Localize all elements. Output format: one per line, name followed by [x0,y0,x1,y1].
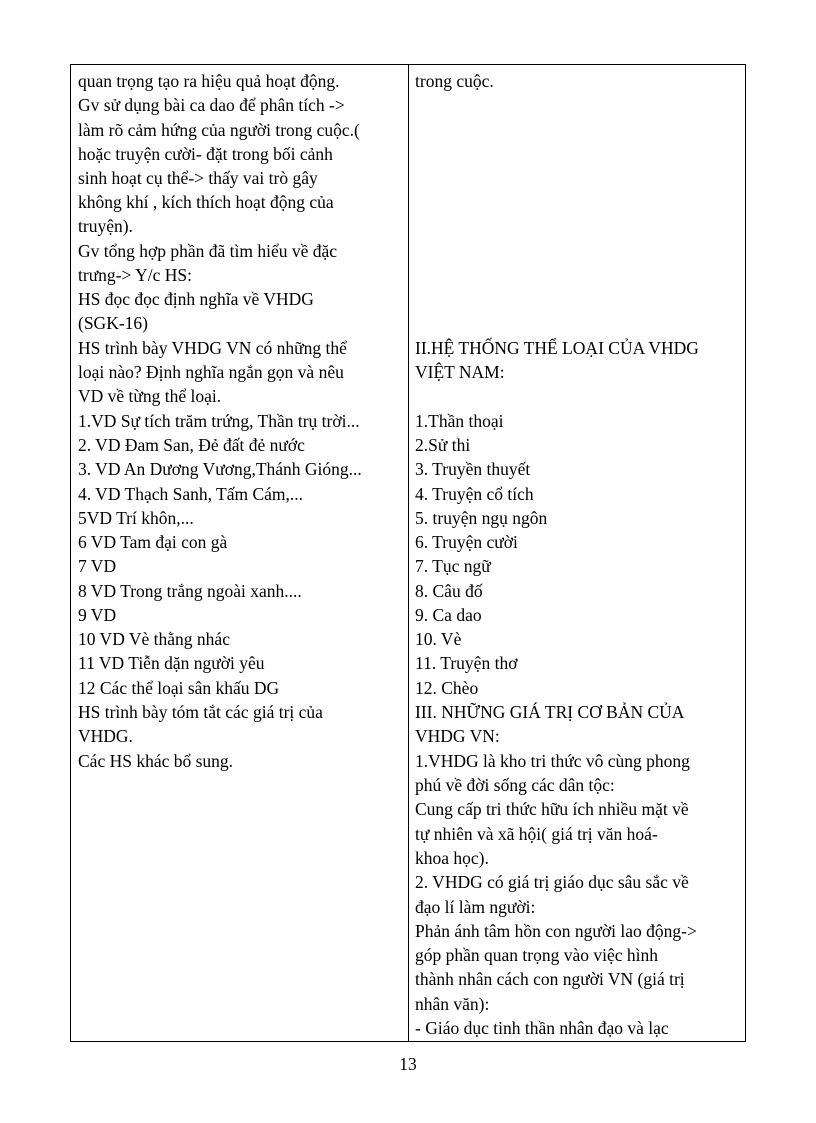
text-line: 1.VHDG là kho tri thức vô cùng phong [415,751,690,771]
text-line: VHDG. [78,726,133,746]
section-heading: II.HỆ THỐNG THỂ LOẠI CỦA VHDG [415,338,699,358]
text-line: 1.Thần thoại [415,411,504,431]
column-divider [408,65,409,1041]
text-line: 2. VD Đam San, Đẻ đất đẻ nước [78,435,305,455]
text-line: 11. Truyện thơ [415,653,518,673]
page-number: 13 [399,1054,417,1074]
text-line: 9. Ca dao [415,605,482,625]
text-line: đạo lí làm người: [415,897,536,917]
text-line: 7 VD [78,556,117,576]
text-line: 10. Vè [415,629,462,649]
text-line: VD về từng thể loại. [78,386,222,406]
text-line: Gv sử dụng bài ca dao để phân tích -> [78,95,345,115]
text-line: 6 VD Tam đại con gà [78,532,228,552]
text-line: 12 Các thể loại sân khấu DG [78,678,280,698]
text-line: truyện). [78,216,133,236]
text-line: 8 VD Trong trắng ngoài xanh.... [78,581,302,601]
text-line: 10 VD Vè thằng nhác [78,629,230,649]
text-line: 12. Chèo [415,678,479,698]
section-heading: VIỆT NAM: [415,362,505,382]
text-line: sinh hoạt cụ thể-> thấy vai trò gây [78,168,318,188]
text-line: 2. VHDG có giá trị giáo dục sâu sắc về [415,872,689,892]
text-line: không khí , kích thích hoạt động của [78,192,334,212]
text-line: loại nào? Định nghĩa ngắn gọn và nêu [78,362,344,382]
text-line: hoặc truyện cười- đặt trong bối cảnh [78,144,333,164]
text-line: (SGK-16) [78,313,148,333]
text-line: trưng-> Y/c HS: [78,265,192,285]
section-heading: III. NHỮNG GIÁ TRỊ CƠ BẢN CỦA [415,702,685,722]
text-line: 5. truyện ngụ ngôn [415,508,548,528]
text-line: 7. Tục ngữ [415,556,491,576]
text-line: 4. VD Thạch Sanh, Tấm Cám,... [78,484,304,504]
text-line: góp phần quan trọng vào việc hình [415,945,659,965]
text-line: HS đọc đọc định nghĩa về VHDG [78,289,314,309]
text-line: 4. Truyện cổ tích [415,484,534,504]
text-line: tự nhiên và xã hội( giá trị văn hoá- [415,824,658,844]
text-line: 9 VD [78,605,117,625]
text-line: 11 VD Tiễn dặn người yêu [78,653,265,673]
text-line: Phản ánh tâm hồn con người lao động-> [415,921,697,941]
section-heading: VHDG VN: [415,726,500,746]
text-line: nhân văn): [415,994,490,1014]
text-line: phú về đời sống các dân tộc: [415,775,615,795]
text-line: HS trình bày VHDG VN có những thể [78,338,347,358]
text-line: thành nhân cách con người VN (giá trị [415,969,685,989]
text-line: Gv tổng hợp phần đã tìm hiểu về đặc [78,241,338,261]
text-line: Cung cấp tri thức hữu ích nhiều mặt về [415,799,689,819]
text-line: HS trình bày tóm tắt các giá trị của [78,702,323,722]
text-line: Các HS khác bổ sung. [78,751,234,771]
text-line: 5VD Trí khôn,... [78,508,194,528]
text-line: trong cuộc. [415,71,494,91]
text-line: làm rõ cảm hứng của người trong cuộc.( [78,120,360,140]
text-line: 3. Truyền thuyết [415,459,531,479]
text-line: - Giáo dục tinh thần nhân đạo và lạc [415,1018,669,1038]
text-line: 6. Truyện cười [415,532,518,552]
lesson-table [70,64,746,1042]
text-line: 1.VD Sự tích trăm trứng, Thần trụ trời... [78,411,360,431]
text-line: 2.Sử thi [415,435,471,455]
text-line: quan trọng tạo ra hiệu quả hoạt động. [78,71,340,91]
text-line: khoa học). [415,848,489,868]
text-line: 8. Câu đố [415,581,483,601]
text-line: 3. VD An Dương Vương,Thánh Gióng... [78,459,362,479]
